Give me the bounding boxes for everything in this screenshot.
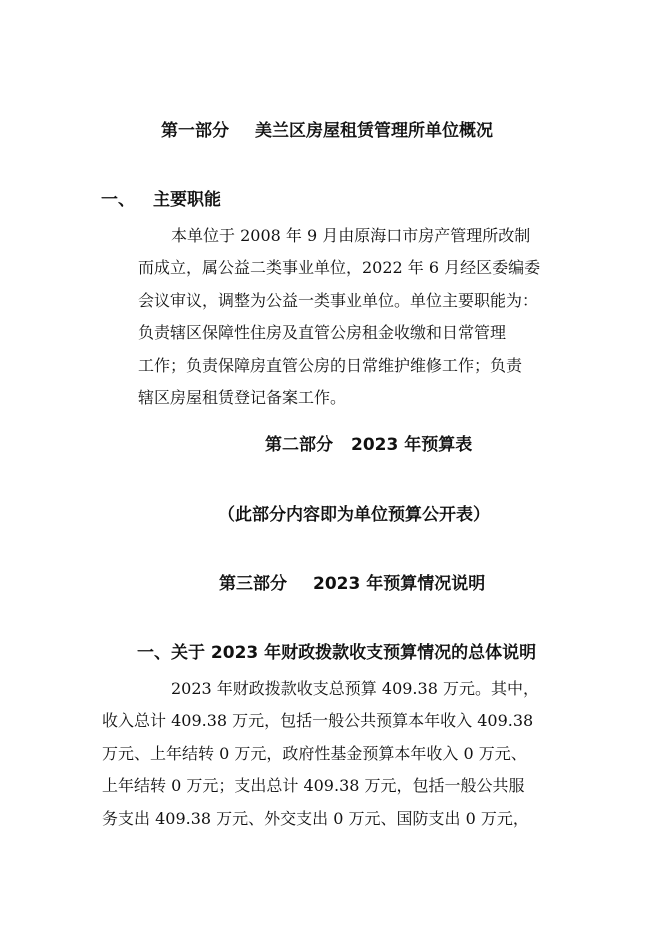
- paragraph-line: 而成立，属公益二类事业单位，2022 年 6 月经区委编委: [138, 258, 541, 278]
- part1-heading-prefix: 第一部分: [161, 121, 229, 141]
- paragraph-line: 辖区房屋租赁登记备案工作。: [138, 387, 347, 407]
- paragraph-line: 工作；负责保障房直管公房的日常维护维修工作；负责: [138, 355, 523, 375]
- paragraph-line: 万元、上年结转 0 万元，政府性基金预算本年收入 0 万元、: [102, 743, 527, 763]
- paragraph-line: 务支出 409.38 万元、外交支出 0 万元、国防支出 0 万元，: [102, 808, 529, 828]
- part3-heading: [219, 573, 485, 595]
- section1-title: 主要职能: [153, 190, 221, 210]
- paragraph-line: 负责辖区保障性住房及直管公房租金收缴和日常管理: [138, 323, 507, 343]
- section1-paragraph: [138, 220, 562, 414]
- section1-number: 一、: [101, 190, 135, 210]
- paragraph-line: 收入总计 409.38 万元，包括一般公共预算本年收入 409.38: [102, 711, 534, 731]
- paragraph-line: 上年结转 0 万元；支出总计 409.38 万元，包括一般公共服: [102, 776, 525, 796]
- paragraph-line: 2023 年财政拨款收支总预算 409.38 万元。其中，: [171, 679, 539, 698]
- part3-heading-title: 2023 年预算情况说明: [313, 574, 486, 594]
- part2-heading-title: 2023 年预算表: [351, 435, 473, 455]
- part3-heading-prefix: 第三部分: [219, 574, 287, 594]
- part1-heading-title: 美兰区房屋租赁管理所单位概况: [255, 121, 493, 141]
- part2-note: （此部分内容即为单位预算公开表）: [218, 505, 490, 525]
- section3-1-heading: 一、关于 2023 年财政拨款收支预算情况的总体说明: [137, 643, 537, 663]
- part2-heading: [265, 434, 472, 456]
- part1-heading: [161, 120, 493, 142]
- paragraph-line: 会议审议，调整为公益一类事业单位。单位主要职能为：: [138, 290, 539, 310]
- part2-heading-prefix: 第二部分: [265, 435, 333, 455]
- paragraph-line: 本单位于 2008 年 9 月由原海口市房产管理所改制: [171, 226, 531, 245]
- section1-heading: [101, 189, 221, 211]
- section3-1-paragraph: [102, 673, 564, 835]
